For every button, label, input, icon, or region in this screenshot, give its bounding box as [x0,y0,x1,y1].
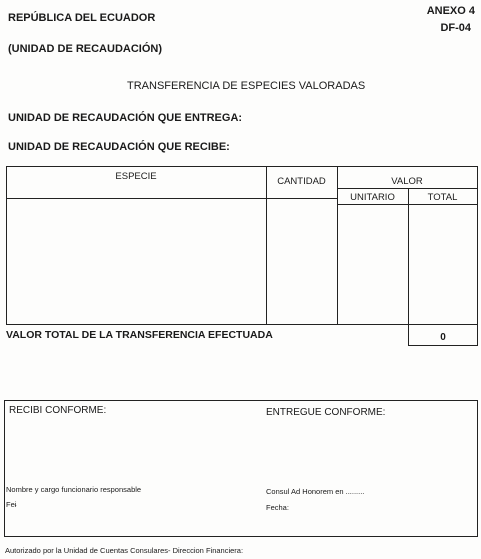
anexo-label: ANEXO 4 [426,5,475,17]
col-cantidad-header: CANTIDAD [277,176,326,187]
signature-box [4,400,478,537]
col-especie-header: ESPECIE [115,171,157,182]
entregue-conforme-label: ENTREGUE CONFORME: [266,407,386,418]
valor-total-value: 0 [440,332,446,343]
form-code: DF-04 [440,22,471,34]
consul-label: Consul Ad Honorem en ......... [266,487,365,496]
field-unidad-recibe: UNIDAD DE RECAUDACIÓN QUE RECIBE: [8,141,230,153]
fecha-left-label: Feɨ [6,500,17,509]
header-unidad: (UNIDAD DE RECAUDACIÓN) [8,43,162,55]
col-unitario-header: UNITARIO [350,192,395,203]
col-valor-header: VALOR [391,176,423,187]
footer-authorization: Autorizado por la Unidad de Cuentas Consulares- Direccion Financiera: [5,546,244,555]
fecha-right-label: Fecha: [266,503,289,512]
col-total-header: TOTAL [427,192,458,203]
valor-total-label: VALOR TOTAL DE LA TRANSFERENCIA EFECTUADA [6,329,273,341]
nombre-cargo-label: Nombre y cargo funcionario responsable [6,485,142,494]
form-title: TRANSFERENCIA DE ESPECIES VALORADAS [127,80,366,92]
field-unidad-entrega: UNIDAD DE RECAUDACIÓN QUE ENTREGA: [8,112,243,124]
header-republica: REPÚBLICA DEL ECUADOR [8,12,156,24]
recibi-conforme-label: RECIBI CONFORME: [9,405,107,416]
